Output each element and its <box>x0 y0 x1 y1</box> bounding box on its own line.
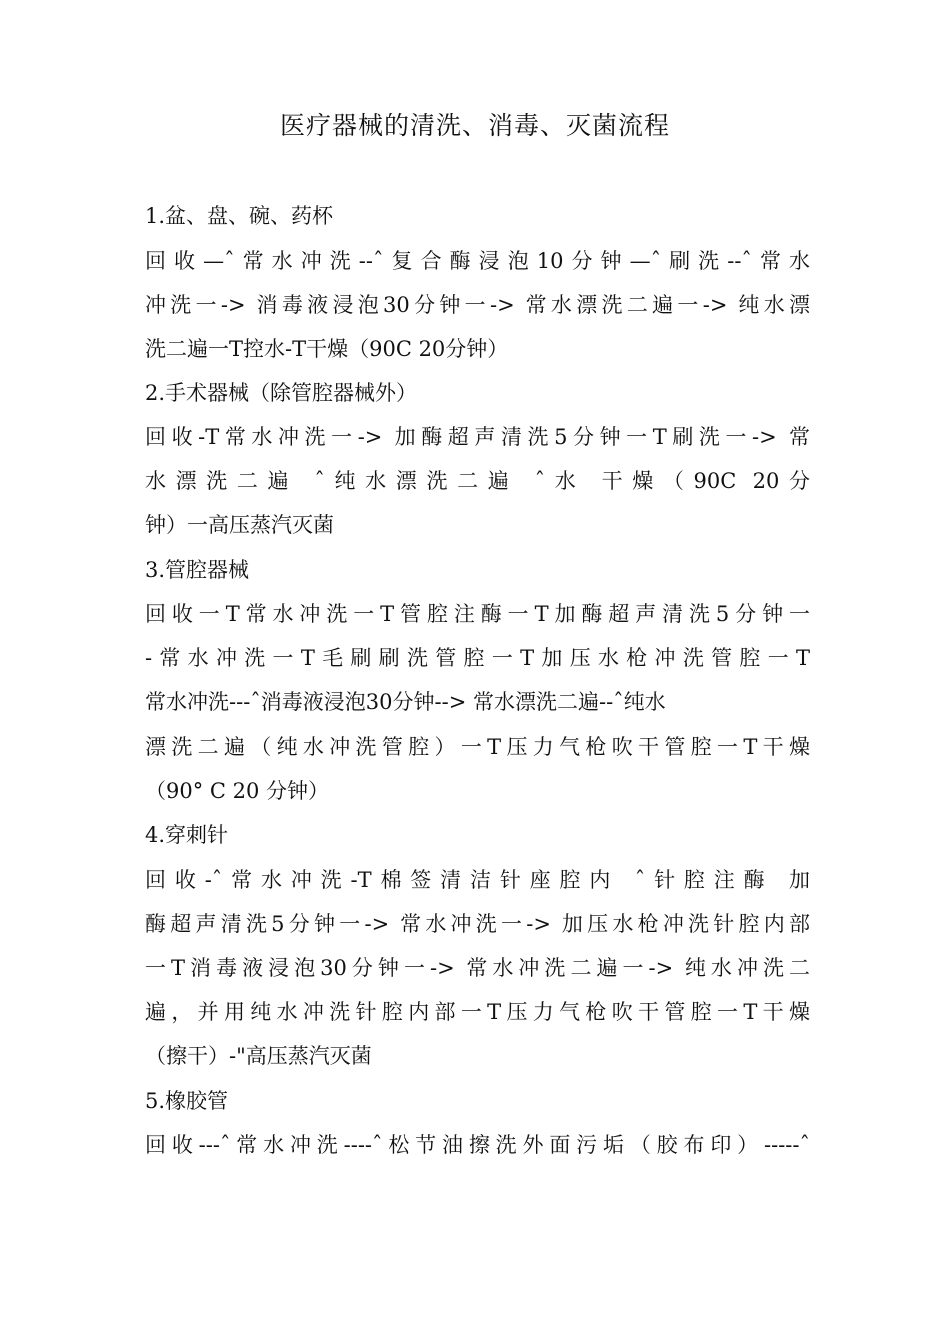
section-heading-5: 5.橡胶管 <box>145 1089 229 1113</box>
body-line: 回收—ˆ常水冲洗--ˆ复合酶浸泡10分钟—ˆ刷洗--ˆ常水 <box>145 249 810 273</box>
body-line: 常水冲洗---ˆ消毒液浸泡30分钟--> 常水漂洗二遍--ˆ纯水 <box>145 690 666 714</box>
section-heading-4: 4.穿刺针 <box>145 823 229 847</box>
section-heading-2: 2.手术器械（除管腔器械外） <box>145 381 418 405</box>
body-line: （擦干）-"高压蒸汽灭菌 <box>145 1044 372 1068</box>
section-heading-1: 1.盆、盘、碗、药杯 <box>145 204 334 228</box>
body-line: -常水冲洗一T毛刷刷洗管腔一T加压水枪冲洗管腔一T <box>145 646 810 670</box>
body-line: 冲洗一-> 消毒液浸泡30分钟一-> 常水漂洗二遍一-> 纯水漂 <box>145 293 810 317</box>
body-line: 一T消毒液浸泡30分钟一-> 常水冲洗二遍一-> 纯水冲洗二 <box>145 956 810 980</box>
body-line: （90° C 20 分钟） <box>145 779 330 803</box>
body-line: 遍，并用纯水冲洗针腔内部一T压力气枪吹干管腔一T干燥 <box>145 1000 810 1024</box>
body-line: 酶超声清洗5分钟一-> 常水冲洗一-> 加压水枪冲洗针腔内部 <box>145 912 810 936</box>
body-line: 回收一T常水冲洗一T管腔注酶一T加酶超声清洗5分钟一 <box>145 602 810 626</box>
body-line: 洗二遍一T控水-T干燥（90C 20分钟） <box>145 337 509 361</box>
section-heading-3: 3.管腔器械 <box>145 558 250 582</box>
body-line: 回收---ˆ常水冲洗----ˆ松节油擦洗外面污垢（胶布印）-----ˆ <box>145 1133 810 1157</box>
body-line: 回收-T常水冲洗一-> 加酶超声清洗5分钟一T刷洗一-> 常 <box>145 425 810 449</box>
body-line: 回收-ˆ常水冲洗-T棉签清洁针座腔内 ˆ针腔注酶 加 <box>145 868 810 892</box>
body-line: 水漂洗二遍 ˆ纯水漂洗二遍 ˆ水 干燥（90C 20分 <box>145 469 810 493</box>
body-line: 钟）一高压蒸汽灭菌 <box>145 513 334 537</box>
document-title: 医疗器械的清洗、消毒、灭菌流程 <box>279 111 670 140</box>
body-line: 漂洗二遍（纯水冲洗管腔）一T压力气枪吹干管腔一T干燥 <box>145 735 810 759</box>
